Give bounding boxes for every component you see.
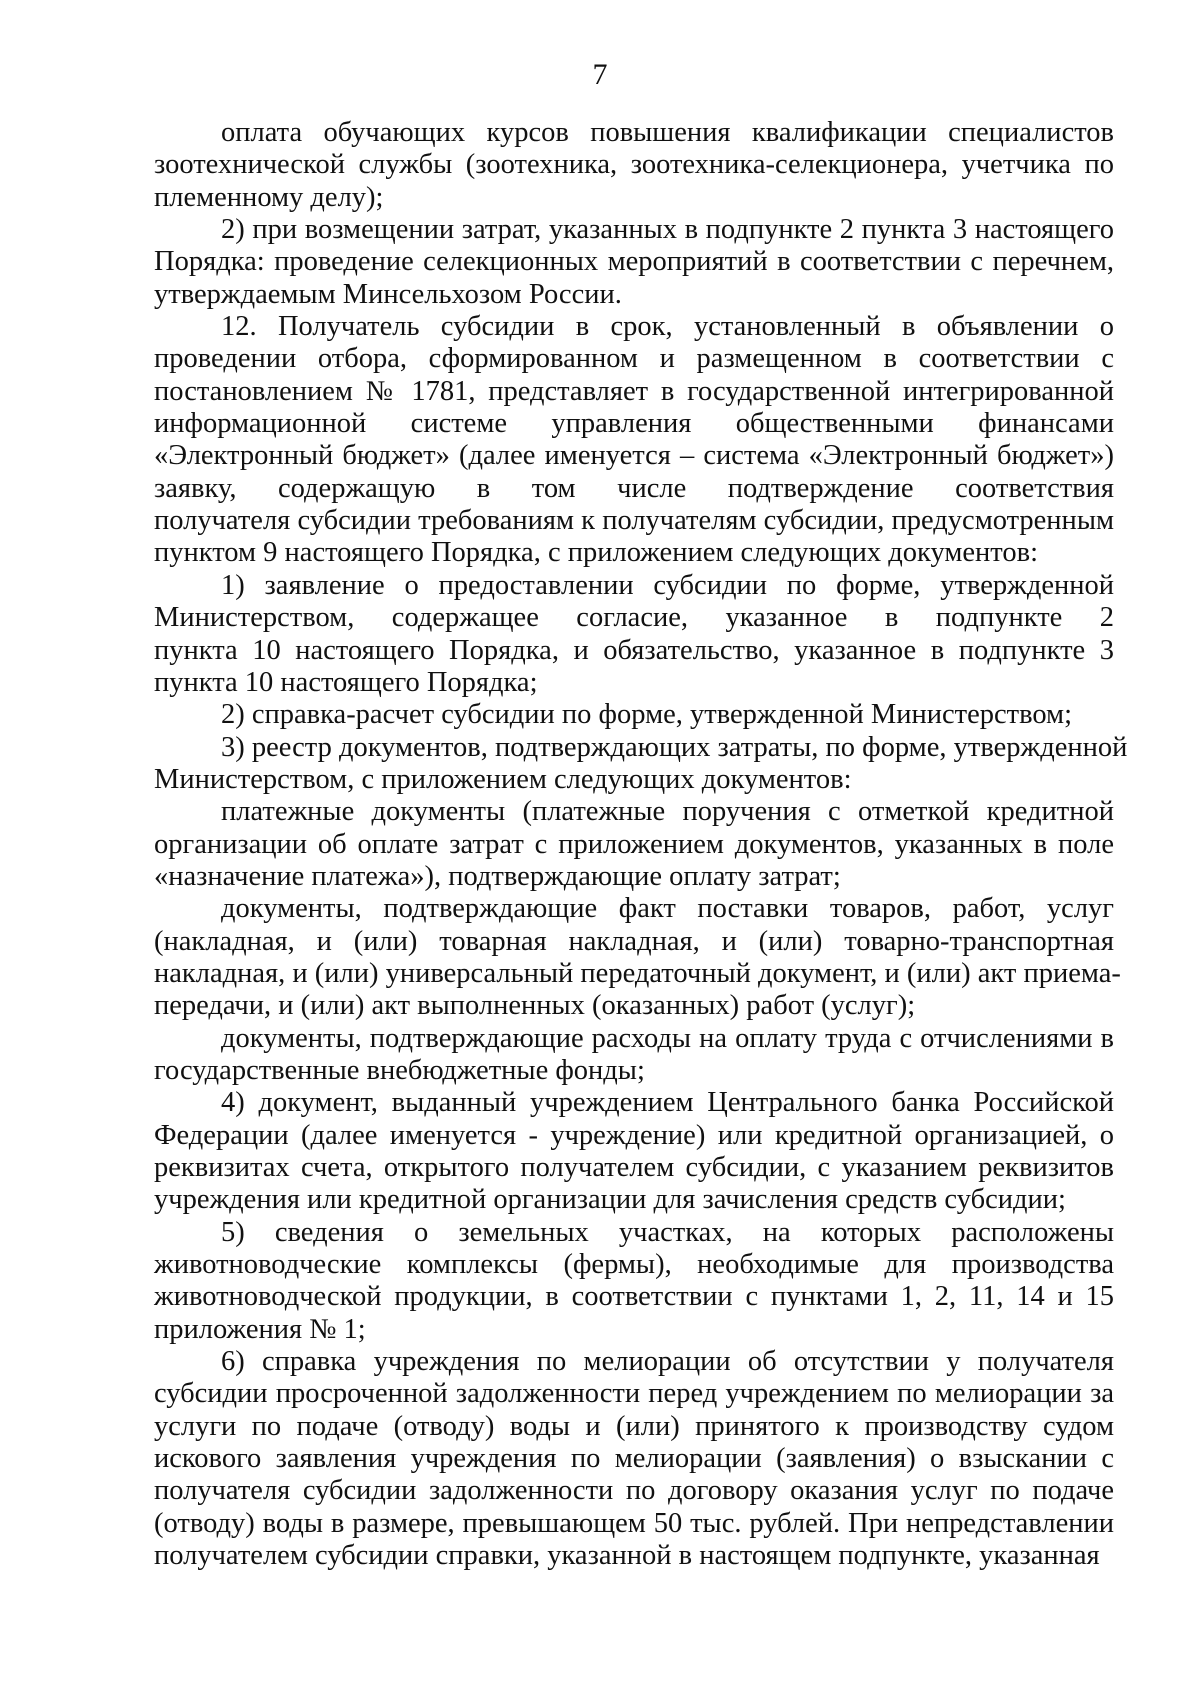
paragraph bbox=[154, 311, 1114, 570]
paragraph bbox=[154, 1087, 1114, 1216]
text-line: Министерством, содержащее согласие, указанное в подпункте 2 bbox=[154, 602, 1114, 634]
text-line: Министерством, с приложением следующих документов: bbox=[154, 763, 852, 795]
text-line: постановлением № 1781, представляет в государственной интегрированной bbox=[154, 375, 1114, 407]
text-line: 2) при возмещении затрат, указанных в подпункте 2 пункта 3 настоящего bbox=[221, 214, 1114, 246]
text-line: зоотехнической службы (зоотехника, зоотехника-селекционера, учетчика по bbox=[154, 149, 1114, 181]
text-line: 4) документ, выданный учреждением Центрального банка Российской bbox=[221, 1087, 1114, 1119]
paragraph bbox=[154, 117, 1114, 214]
text-line: 6) справка учреждения по мелиорации об отсутствии у получателя bbox=[221, 1346, 1114, 1378]
text-line: субсидии просроченной задолженности перед учреждением по мелиорации за bbox=[154, 1378, 1114, 1410]
text-line: заявку, содержащую в том числе подтверждение соответствия bbox=[154, 472, 1114, 504]
text-line: Федерации (далее именуется - учреждение) или кредитной организацией, о bbox=[154, 1119, 1114, 1151]
text-line: пункта 10 настоящего Порядка; bbox=[154, 666, 538, 698]
text-line: документы, подтверждающие факт поставки товаров, работ, услуг bbox=[221, 893, 1114, 925]
paragraph bbox=[154, 1346, 1114, 1572]
text-line: 5) сведения о земельных участках, на которых расположены bbox=[221, 1216, 1114, 1248]
text-line: утверждаемым Минсельхозом России. bbox=[154, 278, 622, 310]
text-line: передачи, и (или) акт выполненных (оказанных) работ (услуг); bbox=[154, 990, 916, 1022]
text-line: информационной системе управления общественными финансами bbox=[154, 408, 1114, 440]
text-line: «Электронный бюджет» (далее именуется – система «Электронный бюджет») bbox=[154, 440, 1114, 472]
paragraph bbox=[154, 1023, 1114, 1088]
text-line: проведении отбора, сформированном и размещенном в соответствии с bbox=[154, 343, 1114, 375]
text-line: животноводческие комплексы (фермы), необходимые для производства bbox=[154, 1249, 1114, 1281]
text-line: пункта 10 настоящего Порядка, и обязательство, указанное в подпункте 3 bbox=[154, 634, 1114, 666]
text-line: документы, подтверждающие расходы на оплату труда с отчислениями в bbox=[221, 1022, 1114, 1054]
text-line: 12. Получатель субсидии в срок, установленный в объявлении о bbox=[221, 311, 1114, 343]
paragraph bbox=[154, 699, 1114, 731]
text-line: услуги по подаче (отводу) воды и (или) принятого к производству судом bbox=[154, 1410, 1114, 1442]
text-line: племенному делу); bbox=[154, 181, 384, 213]
paragraph bbox=[154, 570, 1114, 699]
paragraph bbox=[154, 893, 1121, 1022]
text-line: 2) справка-расчет субсидии по форме, утвержденной Министерством; bbox=[221, 699, 1072, 731]
text-line: оплата обучающих курсов повышения квалификации специалистов bbox=[221, 117, 1114, 148]
text-line: (отводу) воды в размере, превышающем 50 тыс. рублей. При непредставлении bbox=[154, 1507, 1114, 1539]
text-line: пунктом 9 настоящего Порядка, с приложением следующих документов: bbox=[154, 537, 1038, 569]
text-line: 3) реестр документов, подтверждающих затраты, по форме, утвержденной bbox=[221, 731, 1128, 763]
text-line: Порядка: проведение селекционных мероприятий в соответствии с перечнем, bbox=[154, 246, 1114, 278]
paragraph bbox=[154, 731, 1128, 797]
text-line: приложения № 1; bbox=[154, 1313, 366, 1345]
text-line: получателем субсидии справки, указанной в настоящем подпункте, указанная bbox=[154, 1540, 1100, 1572]
document-body bbox=[154, 117, 1128, 1572]
text-line: организации об оплате затрат с приложением документов, указанных в поле bbox=[154, 828, 1114, 860]
text-line: получателя субсидии задолженности по договору оказания услуг по подаче bbox=[154, 1475, 1114, 1507]
paragraph bbox=[154, 214, 1114, 311]
text-line: платежные документы (платежные поручения с отметкой кредитной bbox=[221, 796, 1114, 828]
text-line: накладная, и (или) универсальный передаточный документ, и (или) акт приема- bbox=[154, 957, 1121, 989]
page-number: 7 bbox=[592, 58, 608, 91]
text-line: искового заявления учреждения по мелиорации (заявления) о взыскании с bbox=[154, 1443, 1114, 1475]
paragraph bbox=[154, 1217, 1114, 1346]
text-line: получателя субсидии требованиям к получателям субсидии, предусмотренным bbox=[154, 505, 1114, 537]
text-line: учреждения или кредитной организации для зачисления средств субсидии; bbox=[154, 1184, 1066, 1216]
text-line: животноводческой продукции, в соответствии с пунктами 1, 2, 11, 14 и 15 bbox=[154, 1281, 1114, 1313]
text-line: (накладная, и (или) товарная накладная, и (или) товарно-транспортная bbox=[154, 925, 1114, 957]
text-line: государственные внебюджетные фонды; bbox=[154, 1054, 645, 1086]
text-line: 1) заявление о предоставлении субсидии по форме, утвержденной bbox=[221, 569, 1114, 601]
text-line: «назначение платежа»), подтверждающие оплату затрат; bbox=[154, 860, 841, 892]
paragraph bbox=[154, 796, 1114, 893]
text-line: реквизитах счета, открытого получателем субсидии, с указанием реквизитов bbox=[154, 1152, 1114, 1183]
